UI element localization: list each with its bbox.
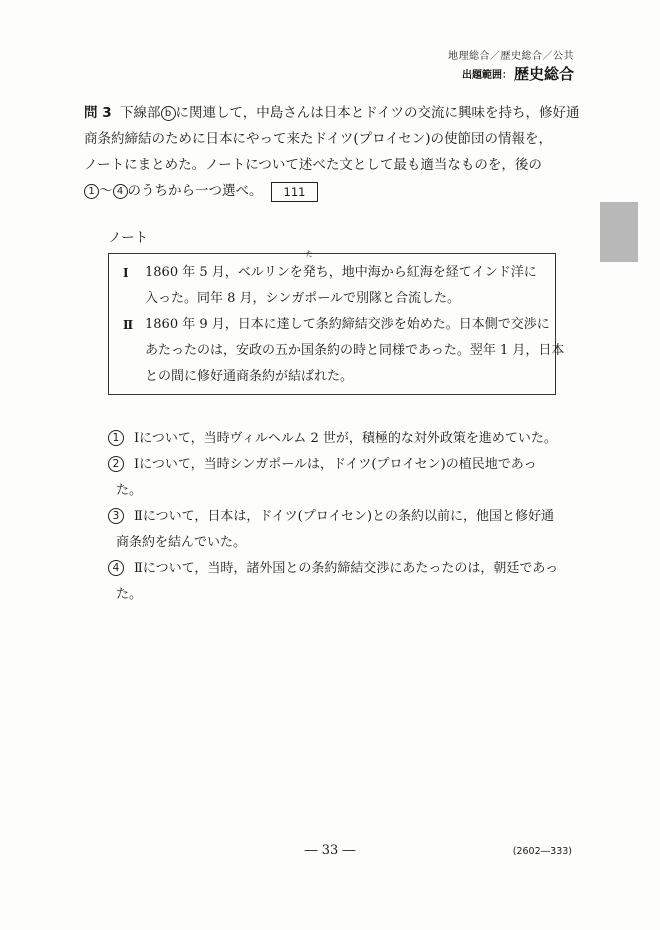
range-start-circled: 1 (84, 184, 99, 199)
roman-numeral-1: Ⅰ (123, 266, 129, 280)
option-number-1: 1 (108, 430, 124, 446)
option-number-4: 4 (108, 560, 124, 576)
option-4-line-1: Ⅱについて，当時，諸外国との条約締結交渉にあたったのは，朝廷であっ (134, 561, 559, 576)
scope-value: 歴史総合 (513, 65, 574, 83)
question-line-3: ノートにまとめた。ノートについて述べた文として最も適当なものを，後の (84, 157, 542, 173)
note-title: ノート (108, 230, 149, 246)
option-number-2: 2 (108, 456, 124, 472)
note-item-1-line-2: 入った。同年 8 月，シンガポールで別隊と合流した。 (145, 291, 460, 306)
note-item-1-line-1-before: 1860 年 5 月，ベルリンを (145, 265, 303, 280)
answer-number-box: 111 (271, 182, 319, 202)
ruby-reading: た (305, 250, 313, 258)
page-number: ― 33 ― (304, 843, 356, 858)
roman-numeral-2: Ⅱ (123, 318, 134, 332)
question-line-1 (120, 100, 580, 126)
question-line-4-after: のうちから一つ選べ。 (127, 183, 263, 199)
scope-label: 出題範囲： (461, 70, 512, 81)
option-2-line-2: た。 (116, 483, 143, 498)
option-1-text (134, 426, 568, 452)
note-item-1 (123, 250, 543, 312)
range-end-circled: 4 (113, 184, 128, 199)
option-number-3: 3 (108, 508, 124, 524)
note-item-1-text (145, 250, 543, 312)
option-2-line-1: Ⅰについて，当時シンガポールは，ドイツ(プロイセン)の植民地であっ (134, 457, 537, 472)
answer-options (108, 426, 568, 608)
note-item-2-line-2: あたったのは，安政の五か国条約の時と同様であった。翌年 1 月，日本 (145, 343, 565, 358)
option-2[interactable] (108, 452, 568, 504)
exam-code: (2602―333) (512, 846, 572, 857)
option-3-line-1: Ⅱについて，日本は，ドイツ(プロイセン)との条約以前に，他国と修好通 (134, 509, 555, 524)
option-3-text (116, 504, 568, 556)
side-index-tab (600, 202, 638, 262)
question-line-4 (84, 178, 572, 204)
option-3[interactable] (108, 504, 568, 556)
note-item-1-line-1 (145, 250, 543, 286)
range-separator: ～ (99, 183, 113, 199)
note-item-2 (123, 312, 565, 390)
question-number: 問 3 (84, 105, 112, 121)
option-4-text (116, 556, 568, 608)
question-line-1-before: 下線部 (120, 105, 161, 121)
option-2-text (116, 452, 568, 504)
note-item-2-text (145, 312, 565, 390)
option-4-line-2: た。 (116, 587, 143, 602)
note-item-2-line-1: 1860 年 9 月，日本に達して条約締結交渉を始めた。日本側で交渉に (145, 317, 550, 332)
header-subjects: 地理総合／歴史総合／公共 (448, 51, 574, 62)
option-4[interactable] (108, 556, 568, 608)
note-item-1-line-1-after: ち，地中海から紅海を経てインド洋に (315, 265, 537, 280)
option-1[interactable] (108, 426, 568, 452)
ruby-annotated-char (302, 250, 316, 286)
question-line-2: 商条約締結のために日本にやって来たドイツ(プロイセン)の使節団の情報を， (84, 131, 553, 147)
ruby-base: 発 (302, 265, 316, 280)
question-line-1-after: に関連して，中島さんは日本とドイツの交流に興味を持ち，修好通 (175, 105, 580, 121)
note-box (108, 250, 565, 395)
note-item-2-line-3: との間に修好通商条約が結ばれた。 (145, 369, 354, 384)
header-scope (462, 63, 574, 84)
circled-letter: b (161, 106, 176, 121)
option-1-line-1: Ⅰについて，当時ヴィルヘルム 2 世が，積極的な対外政策を進めていた。 (134, 431, 557, 446)
option-3-line-2: 商条約を結んでいた。 (116, 535, 247, 550)
